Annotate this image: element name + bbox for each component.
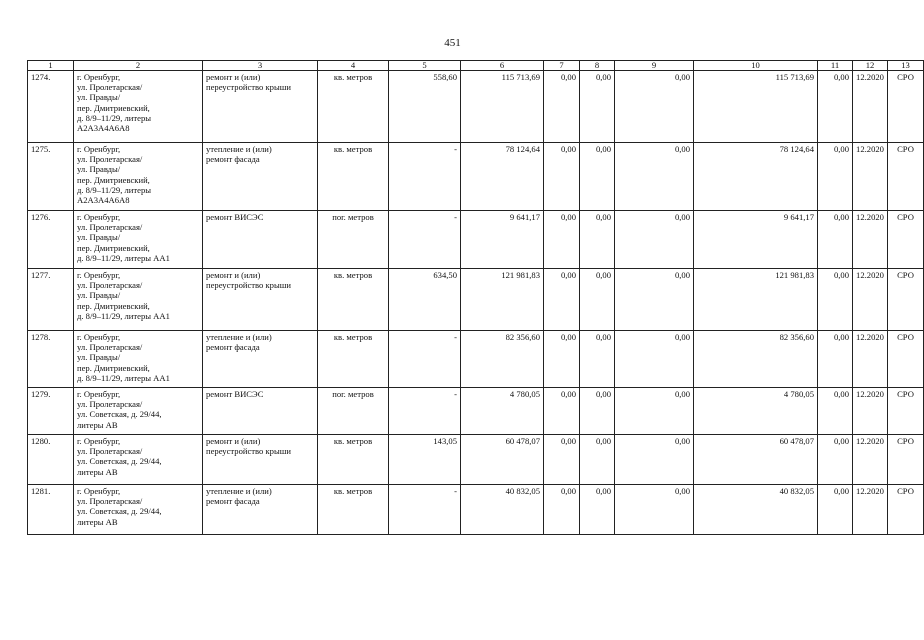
unit-cell: кв. метров (318, 435, 389, 485)
value-cell: 0,00 (580, 143, 615, 211)
fund-cost-cell: 40 832,05 (694, 485, 818, 535)
value-cell: 0,00 (818, 143, 853, 211)
address-cell: г. Оренбург, ул. Пролетарская/ ул. Правды/ пер. Дмитриевский, д. 8/9–11/29, литеры АА1 (74, 269, 203, 331)
value-cell: 0,00 (544, 211, 580, 269)
total-cost-cell: 82 356,60 (461, 331, 544, 388)
value-cell: 0,00 (818, 331, 853, 388)
table-row (28, 485, 924, 535)
address-cell: г. Оренбург, ул. Пролетарская/ ул. Советская, д. 29/44, литеры АВ (74, 485, 203, 535)
unit-cell: кв. метров (318, 71, 389, 143)
column-header: 11 (818, 61, 853, 71)
method-cell: СРО (888, 331, 924, 388)
date-cell: 12.2020 (853, 485, 888, 535)
value-cell: 0,00 (580, 211, 615, 269)
date-cell: 12.2020 (853, 143, 888, 211)
total-cost-cell: 9 641,17 (461, 211, 544, 269)
table-row (28, 143, 924, 211)
total-cost-cell: 121 981,83 (461, 269, 544, 331)
table-row (28, 331, 924, 388)
column-header: 4 (318, 61, 389, 71)
table-row (28, 435, 924, 485)
unit-cell: пог. метров (318, 388, 389, 435)
address-cell: г. Оренбург, ул. Пролетарская/ ул. Правды/ пер. Дмитриевский, д. 8/9–11/29, литеры АА1 (74, 211, 203, 269)
method-cell: СРО (888, 211, 924, 269)
unit-cell: кв. метров (318, 143, 389, 211)
value-cell: 0,00 (818, 388, 853, 435)
unit-cell: кв. метров (318, 485, 389, 535)
address-cell: г. Оренбург, ул. Пролетарская/ ул. Правды/ пер. Дмитриевский, д. 8/9–11/29, литеры АА1 (74, 331, 203, 388)
fund-cost-cell: 4 780,05 (694, 388, 818, 435)
column-header: 13 (888, 61, 924, 71)
volume-cell: - (389, 331, 461, 388)
value-cell: 0,00 (580, 71, 615, 143)
work-type-cell: ремонт ВИСЭС (203, 211, 318, 269)
address-cell: г. Оренбург, ул. Пролетарская/ ул. Советская, д. 29/44, литеры АВ (74, 435, 203, 485)
value-cell: 0,00 (818, 211, 853, 269)
value-cell: 0,00 (615, 435, 694, 485)
date-cell: 12.2020 (853, 331, 888, 388)
address-cell: г. Оренбург, ул. Пролетарская/ ул. Советская, д. 29/44, литеры АВ (74, 388, 203, 435)
unit-cell: кв. метров (318, 331, 389, 388)
table-row (28, 211, 924, 269)
column-header: 3 (203, 61, 318, 71)
total-cost-cell: 78 124,64 (461, 143, 544, 211)
column-header: 12 (853, 61, 888, 71)
value-cell: 0,00 (615, 485, 694, 535)
method-cell: СРО (888, 269, 924, 331)
value-cell: 0,00 (818, 435, 853, 485)
fund-cost-cell: 115 713,69 (694, 71, 818, 143)
fund-cost-cell: 60 478,07 (694, 435, 818, 485)
column-header: 9 (615, 61, 694, 71)
header-row (28, 61, 924, 71)
value-cell: 0,00 (615, 143, 694, 211)
column-header: 6 (461, 61, 544, 71)
row-number: 1276. (28, 211, 74, 269)
column-header: 2 (74, 61, 203, 71)
column-header: 7 (544, 61, 580, 71)
page-number: 451 (444, 37, 461, 49)
method-cell: СРО (888, 71, 924, 143)
work-type-cell: утепление и (или) ремонт фасада (203, 143, 318, 211)
value-cell: 0,00 (615, 388, 694, 435)
total-cost-cell: 4 780,05 (461, 388, 544, 435)
work-type-cell: ремонт и (или) переустройство крыши (203, 435, 318, 485)
value-cell: 0,00 (818, 71, 853, 143)
column-header: 5 (389, 61, 461, 71)
date-cell: 12.2020 (853, 211, 888, 269)
column-header: 8 (580, 61, 615, 71)
total-cost-cell: 40 832,05 (461, 485, 544, 535)
fund-cost-cell: 82 356,60 (694, 331, 818, 388)
row-number: 1278. (28, 331, 74, 388)
volume-cell: 558,60 (389, 71, 461, 143)
row-number: 1274. (28, 71, 74, 143)
row-number: 1279. (28, 388, 74, 435)
work-type-cell: ремонт и (или) переустройство крыши (203, 71, 318, 143)
value-cell: 0,00 (615, 211, 694, 269)
unit-cell: пог. метров (318, 211, 389, 269)
table-row (28, 71, 924, 143)
value-cell: 0,00 (580, 388, 615, 435)
column-header: 10 (694, 61, 818, 71)
total-cost-cell: 115 713,69 (461, 71, 544, 143)
table-row (28, 269, 924, 331)
value-cell: 0,00 (544, 485, 580, 535)
method-cell: СРО (888, 485, 924, 535)
row-number: 1275. (28, 143, 74, 211)
date-cell: 12.2020 (853, 71, 888, 143)
date-cell: 12.2020 (853, 388, 888, 435)
total-cost-cell: 60 478,07 (461, 435, 544, 485)
method-cell: СРО (888, 388, 924, 435)
date-cell: 12.2020 (853, 435, 888, 485)
volume-cell: - (389, 388, 461, 435)
volume-cell: 143,05 (389, 435, 461, 485)
row-number: 1280. (28, 435, 74, 485)
value-cell: 0,00 (544, 435, 580, 485)
method-cell: СРО (888, 143, 924, 211)
value-cell: 0,00 (818, 485, 853, 535)
row-number: 1281. (28, 485, 74, 535)
value-cell: 0,00 (818, 269, 853, 331)
value-cell: 0,00 (544, 269, 580, 331)
value-cell: 0,00 (580, 435, 615, 485)
value-cell: 0,00 (544, 143, 580, 211)
column-header: 1 (28, 61, 74, 71)
value-cell: 0,00 (544, 331, 580, 388)
date-cell: 12.2020 (853, 269, 888, 331)
value-cell: 0,00 (580, 331, 615, 388)
value-cell: 0,00 (544, 388, 580, 435)
fund-cost-cell: 9 641,17 (694, 211, 818, 269)
value-cell: 0,00 (580, 485, 615, 535)
table-row (28, 388, 924, 435)
work-type-cell: утепление и (или) ремонт фасада (203, 331, 318, 388)
value-cell: 0,00 (615, 331, 694, 388)
capital-repair-table (27, 60, 924, 535)
unit-cell: кв. метров (318, 269, 389, 331)
fund-cost-cell: 78 124,64 (694, 143, 818, 211)
work-type-cell: ремонт ВИСЭС (203, 388, 318, 435)
volume-cell: 634,50 (389, 269, 461, 331)
volume-cell: - (389, 211, 461, 269)
value-cell: 0,00 (615, 269, 694, 331)
work-type-cell: утепление и (или) ремонт фасада (203, 485, 318, 535)
address-cell: г. Оренбург, ул. Пролетарская/ ул. Правды/ пер. Дмитриевский, д. 8/9–11/29, литеры А2А3А4А6А8 (74, 143, 203, 211)
row-number: 1277. (28, 269, 74, 331)
value-cell: 0,00 (544, 71, 580, 143)
work-type-cell: ремонт и (или) переустройство крыши (203, 269, 318, 331)
volume-cell: - (389, 485, 461, 535)
method-cell: СРО (888, 435, 924, 485)
volume-cell: - (389, 143, 461, 211)
value-cell: 0,00 (615, 71, 694, 143)
fund-cost-cell: 121 981,83 (694, 269, 818, 331)
address-cell: г. Оренбург, ул. Пролетарская/ ул. Правды/ пер. Дмитриевский, д. 8/9–11/29, литеры А2А3А4А6А8 (74, 71, 203, 143)
value-cell: 0,00 (580, 269, 615, 331)
